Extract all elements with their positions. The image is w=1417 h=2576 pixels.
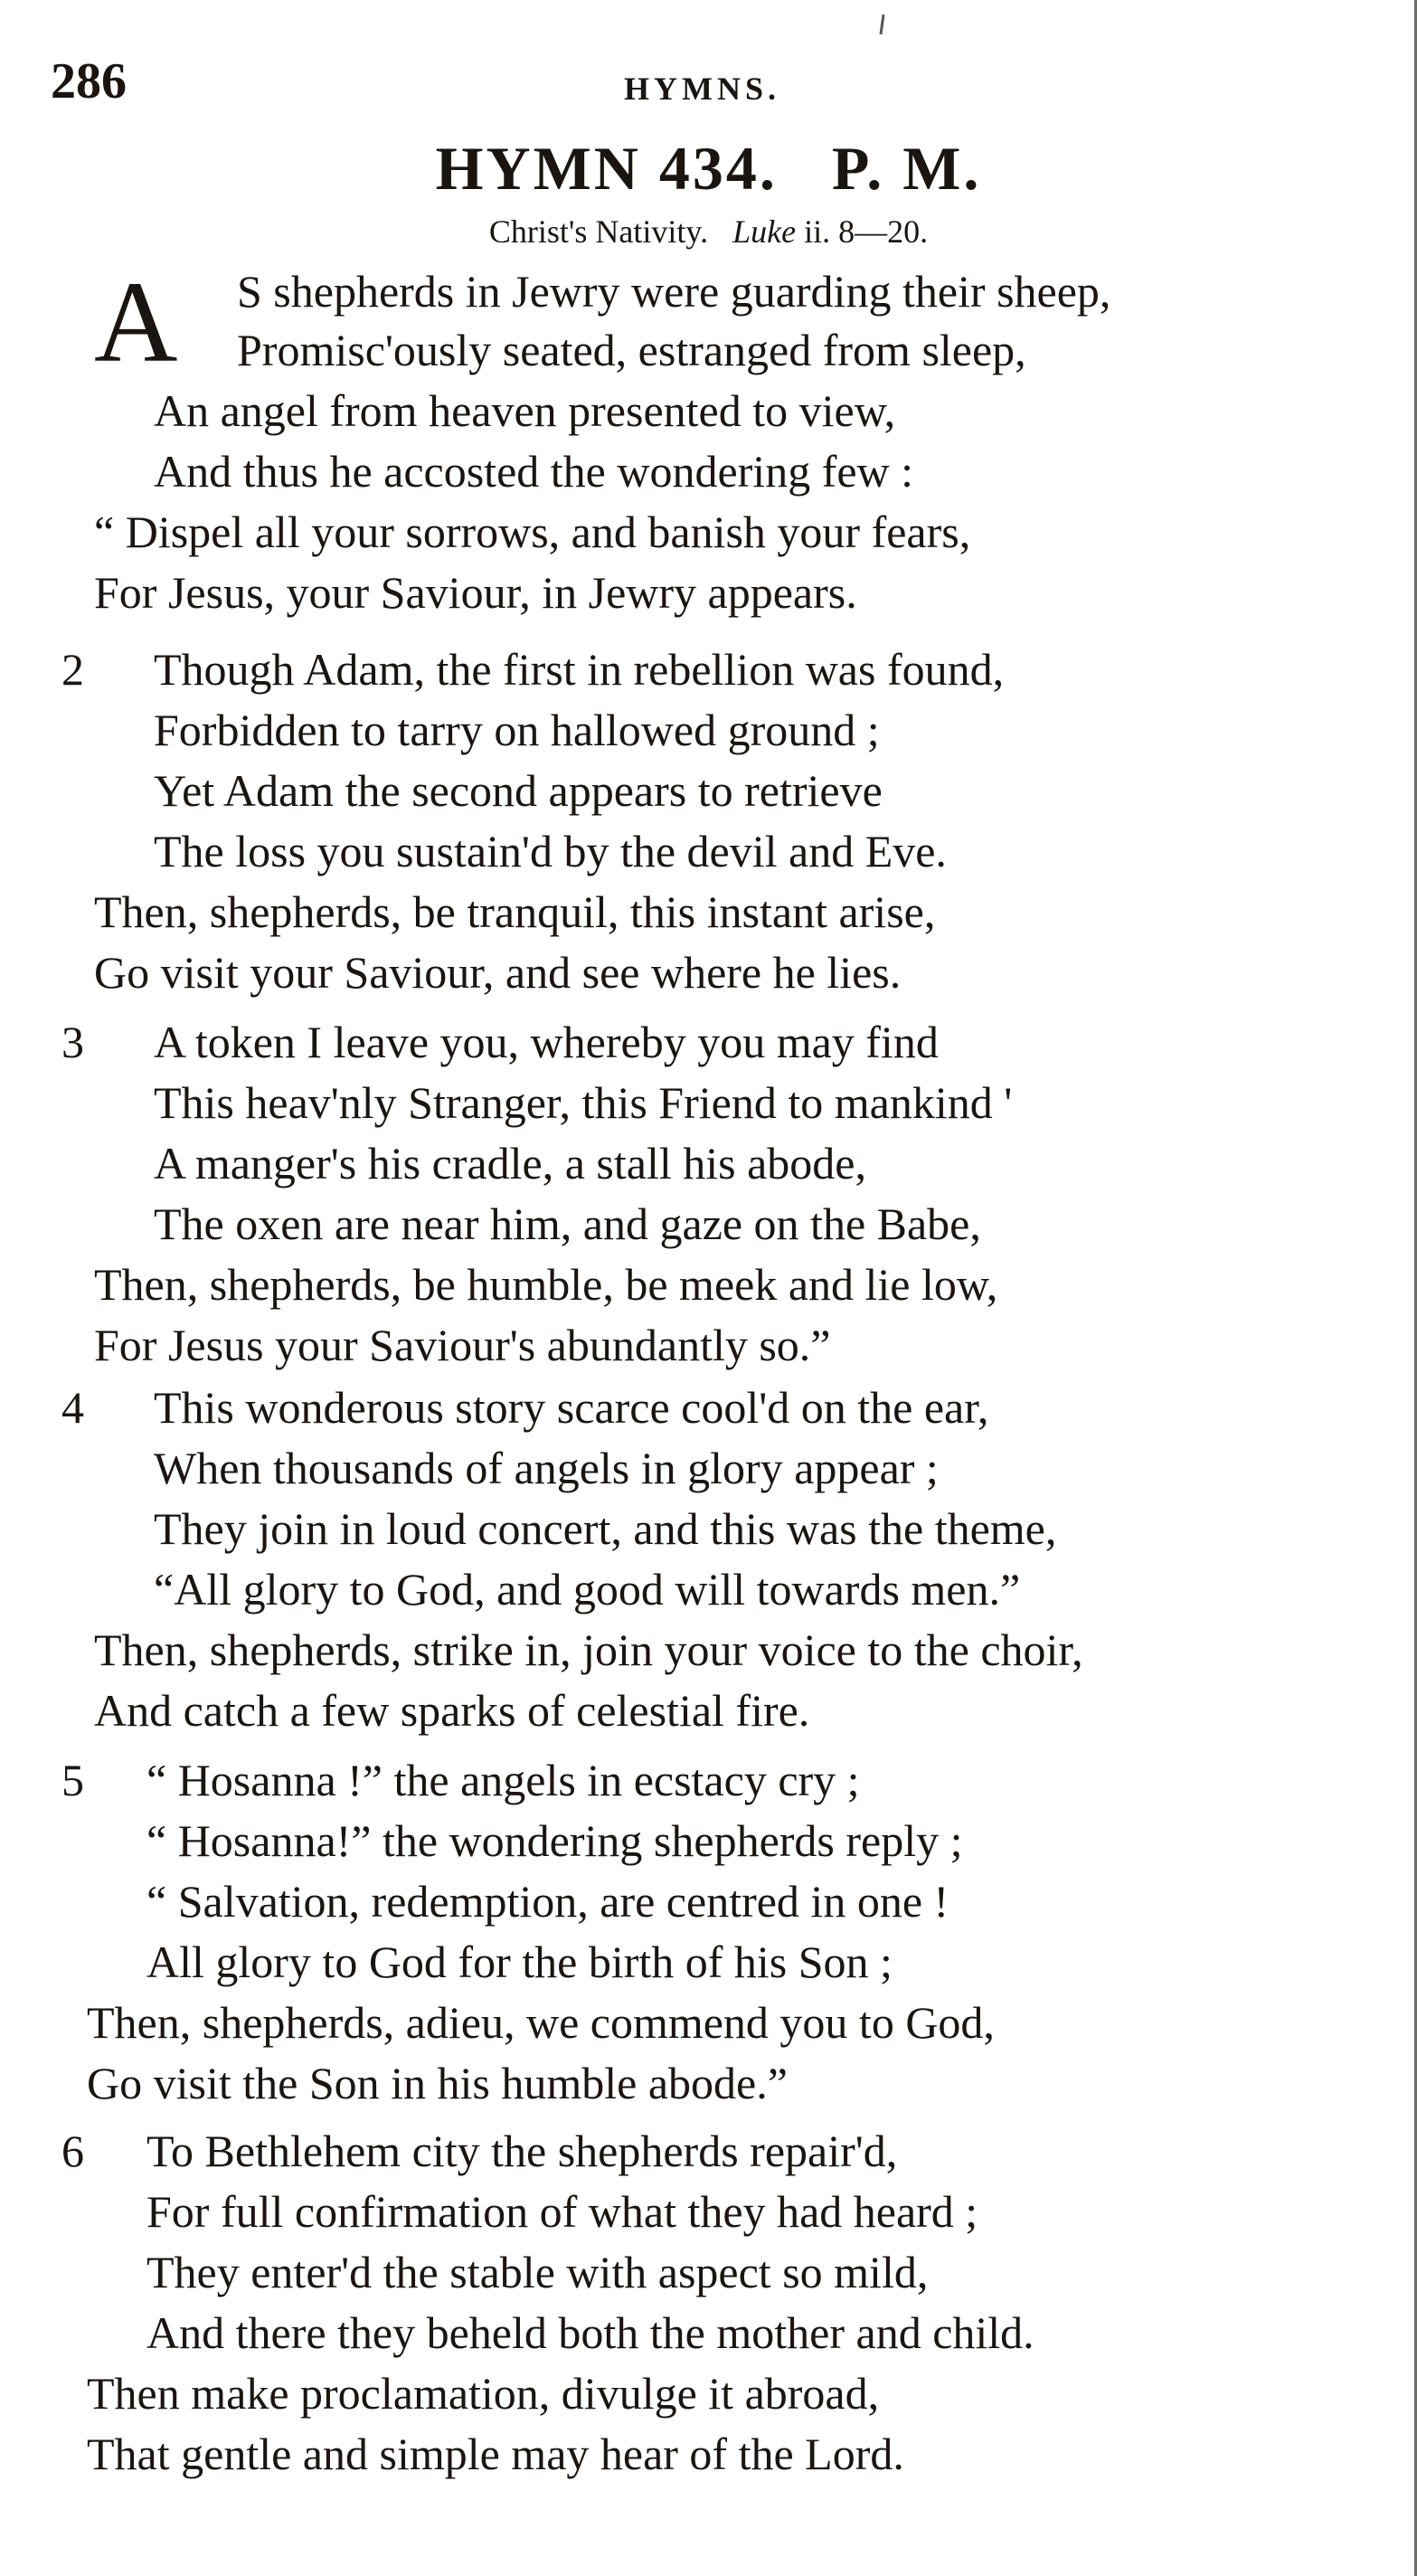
verse-line: All glory to God for the birth of his Son ; (146, 1937, 893, 1987)
verse-line: This heav'nly Stranger, this Friend to mankind ' (154, 1077, 1013, 1128)
verse-line: Yet Adam the second appears to retrieve (154, 765, 883, 816)
verse-line: To Bethlehem city the shepherds repair'd, (146, 2126, 898, 2176)
reference-book: Luke (732, 213, 797, 250)
verse-line: “ Hosanna !” the angels in ecstacy cry ; (146, 1755, 860, 1805)
verse-line: And there they beheld both the mother and child. (146, 2307, 1034, 2358)
verse-line: S shepherds in Jewry were guarding their sheep, (237, 266, 1111, 317)
reference-passage: ii. 8—20. (804, 213, 929, 250)
verse-line: For Jesus, your Saviour, in Jewry appears. (94, 567, 857, 618)
verse-line: They enter'd the stable with aspect so mild, (146, 2247, 929, 2297)
running-head: HYMNS. (624, 71, 780, 107)
verse-line: A manger's his cradle, a stall his abode, (154, 1138, 866, 1189)
verse-line: Promisc'ously seated, estranged from sleep, (237, 325, 1026, 375)
subtitle-text: Christ's Nativity. (488, 213, 709, 250)
verse-line: For full confirmation of what they had heard ; (146, 2186, 978, 2237)
verse-line: Go visit your Saviour, and see where he lies. (94, 947, 902, 998)
verse-number: 5 (61, 1755, 84, 1805)
verse-line: For Jesus your Saviour's abundantly so.” (94, 1320, 831, 1370)
verse-line: Then, shepherds, be humble, be meek and lie low, (94, 1259, 998, 1310)
verse-line: A token I leave you, whereby you may find (154, 1017, 939, 1067)
verse-line: The oxen are near him, and gaze on the Babe, (154, 1198, 981, 1249)
verse-number: 6 (61, 2126, 84, 2176)
hymn-title: HYMN 434. P. M. (435, 134, 982, 203)
verse-number: 4 (61, 1382, 84, 1433)
verse-line: Forbidden to tarry on hallowed ground ; (154, 705, 880, 755)
verse-line: This wonderous story scarce cool'd on the ear, (154, 1382, 989, 1433)
page-number: 286 (51, 53, 127, 109)
verse-line: Though Adam, the first in rebellion was found, (154, 644, 1005, 695)
verse-line: Then, shepherds, be tranquil, this instant arise, (94, 886, 936, 937)
hymn-subtitle (0, 213, 1417, 250)
verse-number: 3 (61, 1017, 84, 1067)
verse-line: Then, shepherds, adieu, we commend you to God, (87, 1997, 995, 2048)
verse-number: 2 (61, 644, 84, 695)
verse-line: “ Hosanna!” the wondering shepherds reply ; (146, 1815, 963, 1866)
verse-line: And thus he accosted the wondering few : (154, 446, 914, 497)
ink-mark (879, 14, 884, 34)
verse-line: An angel from heaven presented to view, (154, 385, 896, 436)
verse-line: When thousands of angels in glory appear ; (154, 1443, 939, 1493)
verse-line: Then make proclamation, divulge it abroad, (87, 2368, 880, 2419)
drop-cap: A (94, 258, 178, 386)
verse-line: Go visit the Son in his humble abode.” (87, 2058, 788, 2108)
verse-line: And catch a few sparks of celestial fire. (94, 1685, 810, 1736)
verse-line: The loss you sustain'd by the devil and Eve. (154, 826, 947, 876)
verse-line: “ Dispel all your sorrows, and banish your fears, (94, 507, 971, 557)
verse-line: “ Salvation, redemption, are centred in one ! (146, 1876, 949, 1927)
verse-line: They join in loud concert, and this was the theme, (154, 1503, 1057, 1554)
verse-line: That gentle and simple may hear of the Lord. (87, 2429, 904, 2479)
verse-line: “All glory to God, and good will towards men.” (154, 1564, 1021, 1615)
verse-line: Then, shepherds, strike in, join your voice to the choir, (94, 1624, 1083, 1675)
